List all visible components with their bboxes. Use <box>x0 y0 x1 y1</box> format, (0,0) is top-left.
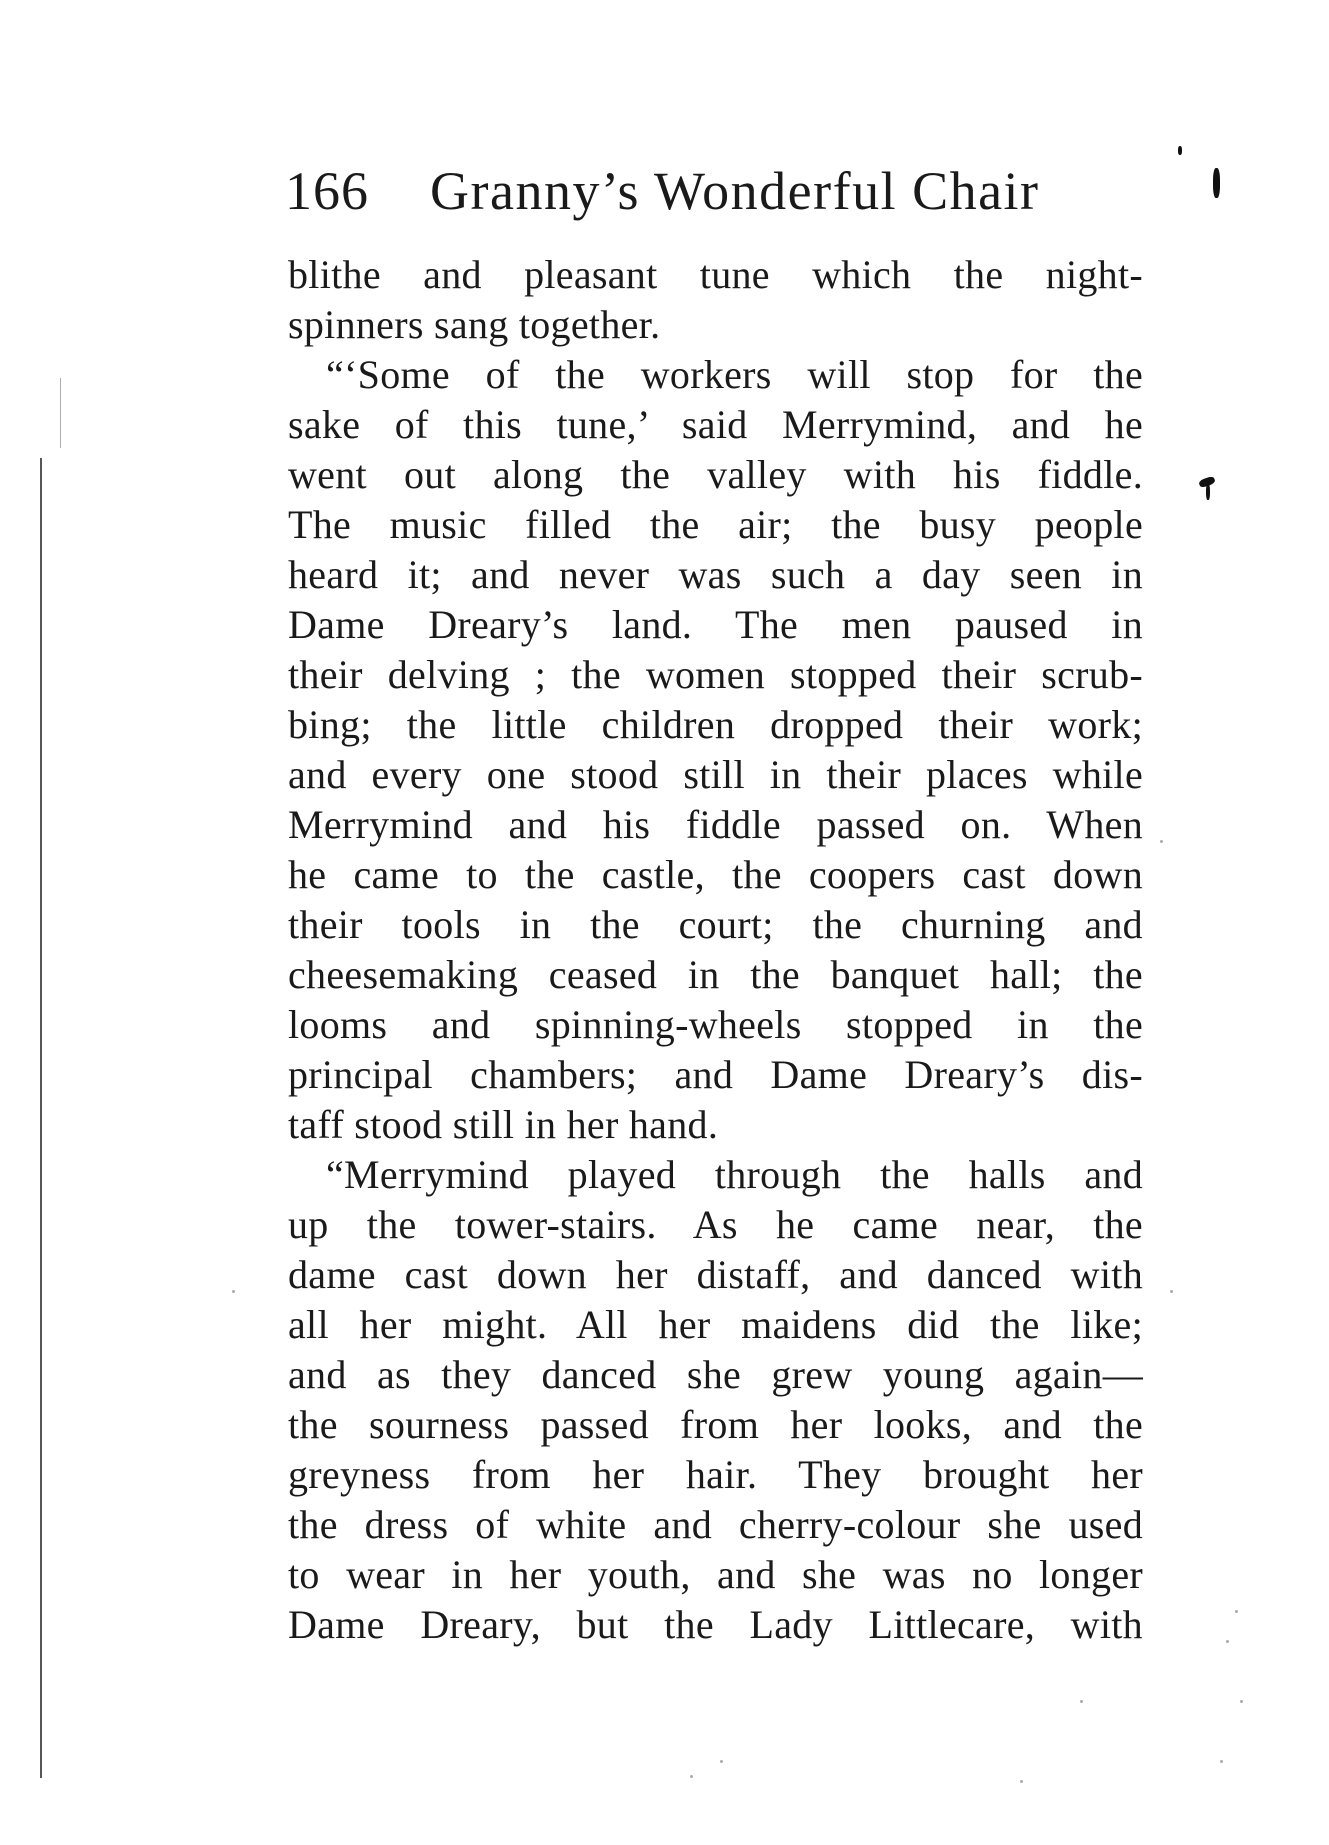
text-line: he came to the castle, the coopers cast down <box>288 852 1143 897</box>
text-line: Merrymind and his fiddle passed on. When <box>288 802 1143 847</box>
text-line: their tools in the court; the churning and <box>288 902 1143 947</box>
text-line: to wear in her youth, and she was no longer <box>288 1552 1143 1597</box>
text-line: blithe and pleasant tune which the night- <box>288 252 1143 297</box>
running-header <box>285 160 1135 230</box>
page-number: 166 <box>285 161 369 221</box>
text-line: “Merrymind played through the halls and <box>326 1152 1143 1197</box>
text-line: dame cast down her distaff, and danced with <box>288 1252 1143 1297</box>
text-line: went out along the valley with his fiddle. <box>288 452 1143 497</box>
body-text <box>288 250 1143 1650</box>
scan-speckle <box>1240 1700 1243 1703</box>
scan-margin-mark <box>60 378 61 448</box>
text-line: Dame Dreary, but the Lady Littlecare, with <box>288 1602 1143 1647</box>
text-line: looms and spinning-wheels stopped in the <box>288 1002 1143 1047</box>
text-line: their delving ; the women stopped their scrub- <box>288 652 1143 697</box>
text-line: principal chambers; and Dame Dreary’s dis- <box>288 1052 1143 1097</box>
scan-speckle <box>720 1760 723 1763</box>
scan-speckle <box>1080 1700 1083 1703</box>
text-line: the sourness passed from her looks, and the <box>288 1402 1143 1447</box>
scan-speckle <box>1220 1760 1223 1763</box>
text-line: bing; the little children dropped their work; <box>288 702 1143 747</box>
ink-blot <box>1213 168 1220 198</box>
text-line: “‘Some of the workers will stop for the <box>326 352 1143 397</box>
text-line: up the tower-stairs. As he came near, the <box>288 1202 1143 1247</box>
ink-blot <box>1206 484 1210 500</box>
scan-speckle <box>1020 1780 1023 1783</box>
scan-speckle <box>1160 840 1163 843</box>
scan-speckle <box>690 1775 693 1778</box>
running-title: Granny’s Wonderful Chair <box>430 161 1040 221</box>
text-line: spinners sang together. <box>288 302 661 347</box>
ink-blot <box>1178 146 1182 155</box>
text-line: all her might. All her maidens did the like; <box>288 1302 1143 1347</box>
text-line: greyness from her hair. They brought her <box>288 1452 1143 1497</box>
text-line: the dress of white and cherry-colour she used <box>288 1502 1143 1547</box>
scan-binding-edge <box>40 458 42 1778</box>
scan-speckle <box>1235 1610 1238 1613</box>
scan-speckle <box>1170 1290 1173 1293</box>
text-line: sake of this tune,’ said Merrymind, and he <box>288 402 1143 447</box>
text-line: and every one stood still in their places while <box>288 752 1143 797</box>
text-line: heard it; and never was such a day seen in <box>288 552 1143 597</box>
text-line: cheesemaking ceased in the banquet hall; the <box>288 952 1143 997</box>
text-line: taff stood still in her hand. <box>288 1102 719 1147</box>
text-line: Dame Dreary’s land. The men paused in <box>288 602 1143 647</box>
scan-speckle <box>232 1290 235 1293</box>
text-line: and as they danced she grew young again— <box>288 1352 1143 1397</box>
scan-speckle <box>1226 1640 1229 1643</box>
text-line: The music filled the air; the busy people <box>288 502 1143 547</box>
